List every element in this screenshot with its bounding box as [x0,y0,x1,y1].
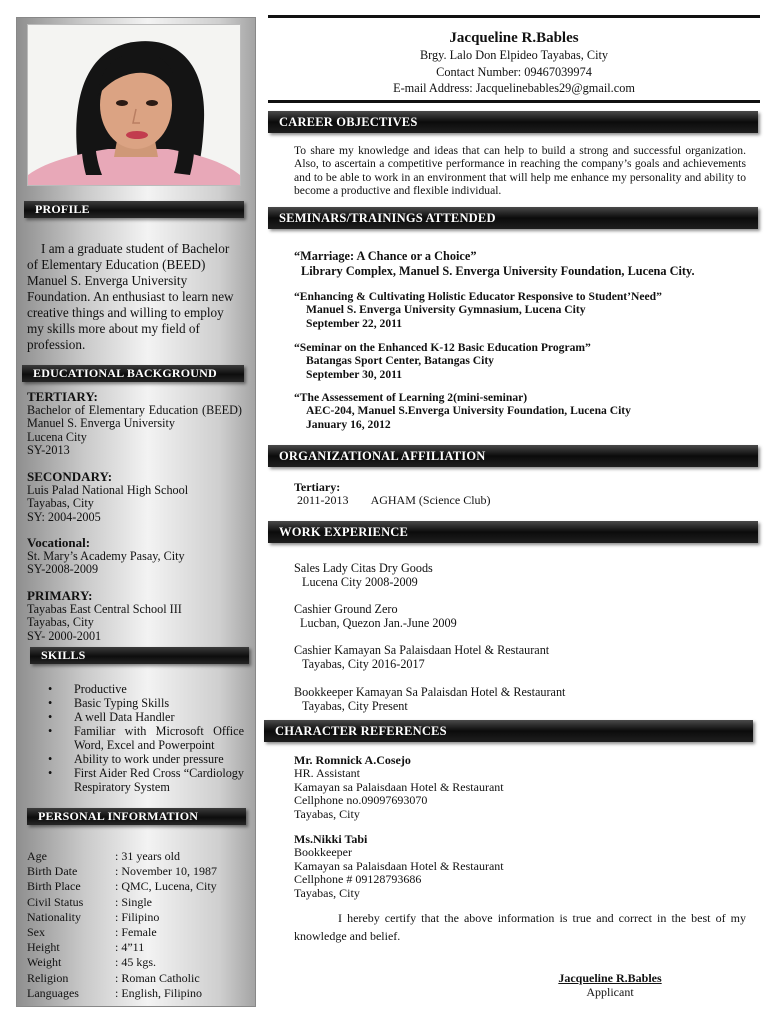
profile-heading: PROFILE [24,201,244,218]
personal-value: : November 10, 1987 [115,864,217,879]
work-location: Lucena City 2008-2009 [302,575,418,590]
tertiary-line1: Bachelor of Elementary Education (BEED) Manuel S. Enverga University [27,403,242,431]
affiliation-org: AGHAM (Science Club) [370,493,491,508]
seminar-venue: AEC-204, Manuel S.Enverga University Foundation, Lucena City [306,404,631,418]
certification-text: I hereby certify that the above information is true and correct in the best of my knowledge and belief. [294,911,746,943]
personal-key: Age [27,849,47,863]
header [268,29,760,97]
profile-photo [27,24,241,186]
personal-key: Birth Date [27,864,78,879]
affiliation-block [294,481,754,508]
signature-role: Applicant [586,985,634,999]
reference-name: Ms.Nikki Tabi [294,832,368,846]
seminar-title: “The Assessement of Learning 2(mini-seminar) [294,391,528,404]
personal-info [27,849,249,1001]
reference-position: Bookkeeper [294,845,352,860]
character-references-heading: CHARACTER REFERENCES [264,720,753,742]
personal-value: : English, Filipino [115,985,203,1000]
seminar-item [294,249,754,278]
profile-text [27,241,243,353]
reference-city: Tayabas, City [294,806,360,821]
work-title: Cashier Ground Zero [294,602,398,616]
reference-city: Tayabas, City [294,885,360,900]
personal-key: Height [27,940,60,955]
signature-block [530,971,690,999]
primary-line3: SY- 2000-2001 [27,628,102,643]
skill-item: • First Aider Red Cross “Cardiology Respiratory System [26,766,244,794]
personal-row [27,940,249,955]
skill-item: • Basic Typing Skills [26,696,244,710]
personal-value: : Single [115,894,153,909]
tertiary-line3: SY-2013 [27,443,70,458]
seminar-title: “Seminar on the Enhanced K-12 Basic Education Program” [294,341,591,354]
secondary-label: SECONDARY: [27,469,113,484]
work-title: Bookkeeper Kamayan Sa Palaisdan Hotel & Restaurant [294,685,566,699]
reference-name: Mr. Romnick A.Cosejo [294,753,411,767]
personal-value: : 31 years old [115,849,180,863]
applicant-name: Jacqueline R.Bables [449,30,579,46]
education-heading: EDUCATIONAL BACKGROUND [22,365,244,382]
career-objectives-text: To share my knowledge and ideas that can help to build a strong and successful organization. Also, to ascertain a competitive performance in reaching the company’s goals and achievements and to be able to work in an environment that will help me enhance my personality and ability to become a productive and flexible individual. [294,144,746,198]
reference-position: HR. Assistant [294,766,361,781]
seminar-title: “Marriage: A Chance or a Choice” [294,249,477,263]
primary-label: PRIMARY: [27,588,93,603]
personal-value: : QMC, Lucena, City [115,879,217,894]
reference-company: Kamayan sa Palaisdaan Hotel & Restaurant [294,858,504,873]
education-vocational [27,536,242,577]
seminar-title: “Enhancing & Cultivating Holistic Educator Responsive to Student’Need” [294,290,662,303]
secondary-line2: Tayabas, City [27,496,94,511]
work-experience-heading: WORK EXPERIENCE [268,521,758,543]
seminar-venue: Batangas Sport Center, Batangas City [306,354,494,368]
personal-value: : 45 kgs. [115,955,157,970]
personal-value: : Female [115,924,157,939]
header-rule-bottom [268,100,760,103]
seminars-heading: SEMINARS/TRAININGS ATTENDED [268,207,758,229]
affiliation-heading: ORGANIZATIONAL AFFILIATION [268,445,758,467]
skill-item: • Ability to work under pressure [26,752,244,766]
work-location: Tayabas, City Present [302,699,408,714]
secondary-line3: SY: 2004-2005 [27,509,101,524]
work-item [294,602,754,630]
primary-line1: Tayabas East Central School III [27,602,182,616]
personal-key: Weight [27,955,62,970]
skill-item: • Familiar with Microsoft Office Word, Excel and Powerpoint [26,724,244,752]
personal-row [27,864,249,879]
seminar-item [294,391,754,431]
affiliation-years: 2011-2013 [297,493,349,508]
personal-value: : 4”11 [115,940,145,955]
personal-row [27,849,249,864]
work-location: Tayabas, City 2016-2017 [302,657,425,672]
personal-row [27,910,249,925]
personal-row [27,986,249,1001]
personal-row [27,955,249,970]
affiliation-label: Tertiary: [294,480,341,494]
education-tertiary [27,390,242,458]
vocational-line1: St. Mary’s Academy Pasay, City [27,549,185,563]
education-secondary [27,470,242,524]
skills-heading: SKILLS [30,647,249,664]
reference-company: Kamayan sa Palaisdaan Hotel & Restaurant [294,779,504,794]
vocational-label: Vocational: [27,535,91,550]
personal-row [27,971,249,986]
personal-value: : Filipino [115,909,160,924]
seminar-item [294,290,754,330]
skills-list [26,682,244,794]
tertiary-line2: Lucena City [27,429,87,444]
address: Brgy. Lalo Don Elpideo Tayabas, City [419,48,609,62]
work-title: Sales Lady Citas Dry Goods [294,561,433,575]
primary-line2: Tayabas, City [27,615,94,630]
reference-item [294,754,754,821]
secondary-line1: Luis Palad National High School [27,483,189,497]
personal-key: Civil Status [27,894,84,909]
personal-value: : Roman Catholic [115,970,200,985]
work-location: Lucban, Quezon Jan.-June 2009 [300,616,457,631]
reference-item [294,833,754,900]
profile-body: I am a graduate student of Bachelor of Elementary Education (BEED) Manuel S. Enverga University Foundation. An enthusiast to learn new creative things and willing to employ my skills more about my field of profession. [27,241,234,352]
career-objectives-heading: CAREER OBJECTIVES [268,111,758,133]
education-primary [27,589,242,643]
seminar-date: September 30, 2011 [306,367,403,381]
personal-key: Languages [27,985,79,1000]
skill-item: • Productive [26,682,244,696]
tertiary-label: TERTIARY: [27,389,98,404]
personal-key: Religion [27,970,69,985]
work-item [294,685,754,713]
work-item [294,643,754,671]
header-rule-top [268,15,760,18]
email-address: E-mail Address: Jacquelinebables29@gmail.com [393,81,635,95]
seminar-date: September 22, 2011 [306,316,403,330]
vocational-line2: SY-2008-2009 [27,562,99,577]
personal-key: Nationality [27,909,81,924]
seminar-date: January 16, 2012 [306,417,391,431]
personal-key: Sex [27,924,45,939]
seminar-item [294,341,754,381]
skill-item: • A well Data Handler [26,710,244,724]
personal-heading: PERSONAL INFORMATION [27,808,246,825]
personal-row [27,925,249,940]
work-title: Cashier Kamayan Sa Palaisdaan Hotel & Restaurant [294,643,550,657]
portrait-image [28,25,240,185]
work-item [294,561,754,589]
seminar-venue: Library Complex, Manuel S. Enverga University Foundation, Lucena City. [301,263,695,278]
personal-row [27,895,249,910]
signature-name: Jacqueline R.Bables [558,971,662,985]
contact-number: Contact Number: 09467039974 [436,64,592,79]
affiliation-row [294,494,754,507]
reference-phone: Cellphone no.09097693070 [294,793,428,808]
personal-row [27,879,249,894]
seminar-venue: Manuel S. Enverga University Gymnasium, Lucena City [306,303,586,317]
reference-phone: Cellphone # 09128793686 [294,872,422,887]
personal-key: Birth Place [27,879,81,894]
